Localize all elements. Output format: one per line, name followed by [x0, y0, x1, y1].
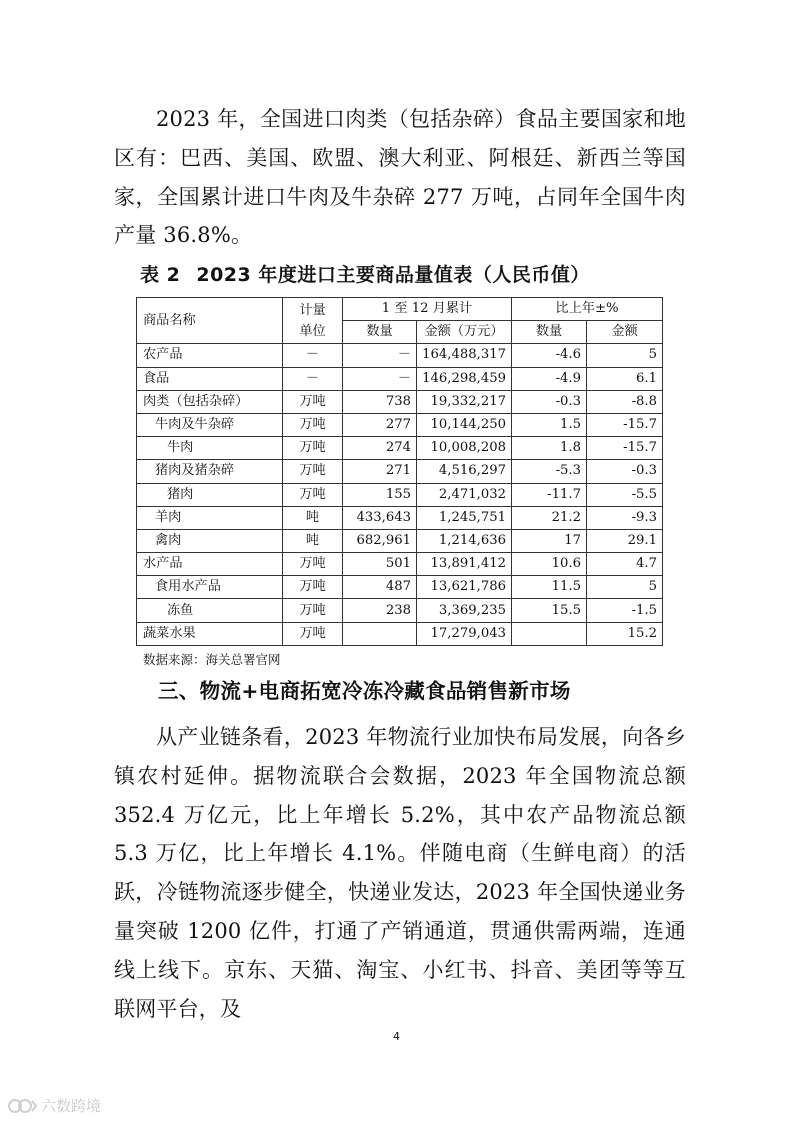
header-cumulative: 1 至 12 月累计 — [343, 298, 512, 321]
row-qty-pct: -4.6 — [512, 344, 587, 367]
row-name: 禽肉 — [137, 529, 283, 552]
row-qty-pct: 10.6 — [512, 553, 587, 576]
table-source: 数据来源：海关总署官网 — [143, 652, 281, 667]
watermark-text: 六数跨境 — [41, 1097, 102, 1115]
row-unit: 万吨 — [283, 483, 343, 506]
row-amount: 17,279,043 — [417, 622, 512, 645]
row-amt-pct: -1.5 — [587, 599, 663, 622]
watermark — [8, 1095, 101, 1116]
row-name: 牛肉及牛杂碎 — [137, 413, 283, 436]
row-qty-pct: 11.5 — [512, 576, 587, 599]
table-row — [137, 529, 663, 552]
row-unit: 万吨 — [283, 599, 343, 622]
row-amount: 13,621,786 — [417, 576, 512, 599]
table-caption — [140, 261, 660, 289]
row-unit: － — [283, 344, 343, 367]
row-unit: 万吨 — [283, 413, 343, 436]
row-qty-pct: 15.5 — [512, 599, 587, 622]
row-unit: 吨 — [283, 506, 343, 529]
row-name: 牛肉 — [137, 437, 283, 460]
row-unit: 万吨 — [283, 622, 343, 645]
row-amt-pct: 4.7 — [587, 553, 663, 576]
header-unit-line1: 计量 — [299, 302, 326, 318]
row-qty: 487 — [343, 576, 417, 599]
row-amt-pct: -15.7 — [587, 413, 663, 436]
table-row — [137, 390, 663, 413]
row-amt-pct: -0.3 — [587, 460, 663, 483]
row-name: 食用水产品 — [137, 576, 283, 599]
row-amount: 3,369,235 — [417, 599, 512, 622]
header-yoy: 比上年±% — [512, 298, 663, 321]
row-name: 肉类（包括杂碎） — [137, 390, 283, 413]
page-number: 4 — [393, 1030, 400, 1043]
row-unit: 万吨 — [283, 437, 343, 460]
row-amt-pct: -8.8 — [587, 390, 663, 413]
body-paragraph — [114, 718, 686, 1028]
row-amount: 19,332,217 — [417, 390, 512, 413]
row-amount: 13,891,412 — [417, 553, 512, 576]
row-qty: 501 — [343, 553, 417, 576]
row-name: 冻鱼 — [137, 599, 283, 622]
intro-paragraph-text: 2023 年，全国进口肉类（包括杂碎）食品主要国家和地区有：巴西、美国、欧盟、澳大利亚、阿根廷、新西兰等国家，全国累计进口牛肉及牛杂碎 277 万吨，占同年全国牛肉产量 36.8%。 — [114, 107, 686, 248]
row-name: 猪肉及猪杂碎 — [137, 460, 283, 483]
row-amount: 1,214,636 — [417, 529, 512, 552]
row-unit: － — [283, 367, 343, 390]
row-amt-pct: -5.5 — [587, 483, 663, 506]
table-row — [137, 553, 663, 576]
intro-paragraph — [114, 100, 686, 255]
row-qty: 738 — [343, 390, 417, 413]
table-row — [137, 483, 663, 506]
row-name: 蔬菜水果 — [137, 622, 283, 645]
table-row — [137, 413, 663, 436]
header-cum-qty: 数量 — [343, 321, 417, 344]
table-row — [137, 460, 663, 483]
header-cum-amt: 金额（万元） — [417, 321, 512, 344]
section-heading: 三、物流+电商拓宽冷冻冷藏食品销售新市场 — [158, 679, 571, 703]
table-row — [137, 437, 663, 460]
row-unit: 吨 — [283, 529, 343, 552]
table-title: 2023 年度进口主要商品量值表（人民币值） — [196, 264, 590, 286]
row-amt-pct: -9.3 — [587, 506, 663, 529]
table-row — [137, 367, 663, 390]
row-amt-pct: 5 — [587, 576, 663, 599]
header-unit — [283, 298, 343, 344]
row-unit: 万吨 — [283, 576, 343, 599]
table-row — [137, 576, 663, 599]
row-qty-pct: -5.3 — [512, 460, 587, 483]
row-amount: 10,144,250 — [417, 413, 512, 436]
row-amount: 10,008,208 — [417, 437, 512, 460]
body-paragraph-text: 从产业链条看，2023 年物流行业加快布局发展，向各乡镇农村延伸。据物流联合会数据，2023 年全国物流总额 352.4 万亿元，比上年增长 5.2%，其中农产品物流总额 5.3 万亿，比上年增长 4.1%。伴随电商（生鲜电商）的活跃，冷链物流逐步健全，快递业发达，2023 年全国快递业务量突破 1200 亿件，打通了产销通道，贯通供需两端，连通线上线下。京东、天猫、淘宝、小红书、抖音、美团等等互联网平台，及 — [114, 725, 686, 1021]
row-qty: 155 — [343, 483, 417, 506]
table-row — [137, 599, 663, 622]
header-yoy-qty: 数量 — [512, 321, 587, 344]
row-amount: 1,245,751 — [417, 506, 512, 529]
row-qty — [343, 622, 417, 645]
row-name: 食品 — [137, 367, 283, 390]
row-name: 水产品 — [137, 553, 283, 576]
row-qty-pct: -4.9 — [512, 367, 587, 390]
row-qty-pct: 21.2 — [512, 506, 587, 529]
row-qty: 271 — [343, 460, 417, 483]
import-table — [136, 297, 663, 646]
row-qty: 277 — [343, 413, 417, 436]
row-name: 羊肉 — [137, 506, 283, 529]
row-amount: 164,488,317 — [417, 344, 512, 367]
row-unit: 万吨 — [283, 553, 343, 576]
header-yoy-amt: 金额 — [587, 321, 663, 344]
table-row — [137, 344, 663, 367]
row-qty-pct: 1.8 — [512, 437, 587, 460]
row-qty: － — [343, 344, 417, 367]
header-name: 商品名称 — [137, 298, 283, 344]
row-qty-pct: -11.7 — [512, 483, 587, 506]
row-qty: － — [343, 367, 417, 390]
row-qty-pct — [512, 622, 587, 645]
row-unit: 万吨 — [283, 460, 343, 483]
row-amount: 146,298,459 — [417, 367, 512, 390]
row-amt-pct: -15.7 — [587, 437, 663, 460]
row-qty: 274 — [343, 437, 417, 460]
row-qty: 433,643 — [343, 506, 417, 529]
row-amt-pct: 29.1 — [587, 529, 663, 552]
watermark-logo-icon — [8, 1097, 38, 1115]
table-row — [137, 622, 663, 645]
row-amount: 4,516,297 — [417, 460, 512, 483]
table-number: 表 2 — [140, 264, 181, 286]
row-amt-pct: 6.1 — [587, 367, 663, 390]
row-qty: 238 — [343, 599, 417, 622]
row-amount: 2,471,032 — [417, 483, 512, 506]
header-unit-line2: 单位 — [299, 323, 326, 339]
table-row — [137, 506, 663, 529]
row-name: 猪肉 — [137, 483, 283, 506]
row-qty: 682,961 — [343, 529, 417, 552]
row-qty-pct: -0.3 — [512, 390, 587, 413]
row-amt-pct: 15.2 — [587, 622, 663, 645]
row-unit: 万吨 — [283, 390, 343, 413]
row-name: 农产品 — [137, 344, 283, 367]
row-qty-pct: 17 — [512, 529, 587, 552]
row-qty-pct: 1.5 — [512, 413, 587, 436]
row-amt-pct: 5 — [587, 344, 663, 367]
